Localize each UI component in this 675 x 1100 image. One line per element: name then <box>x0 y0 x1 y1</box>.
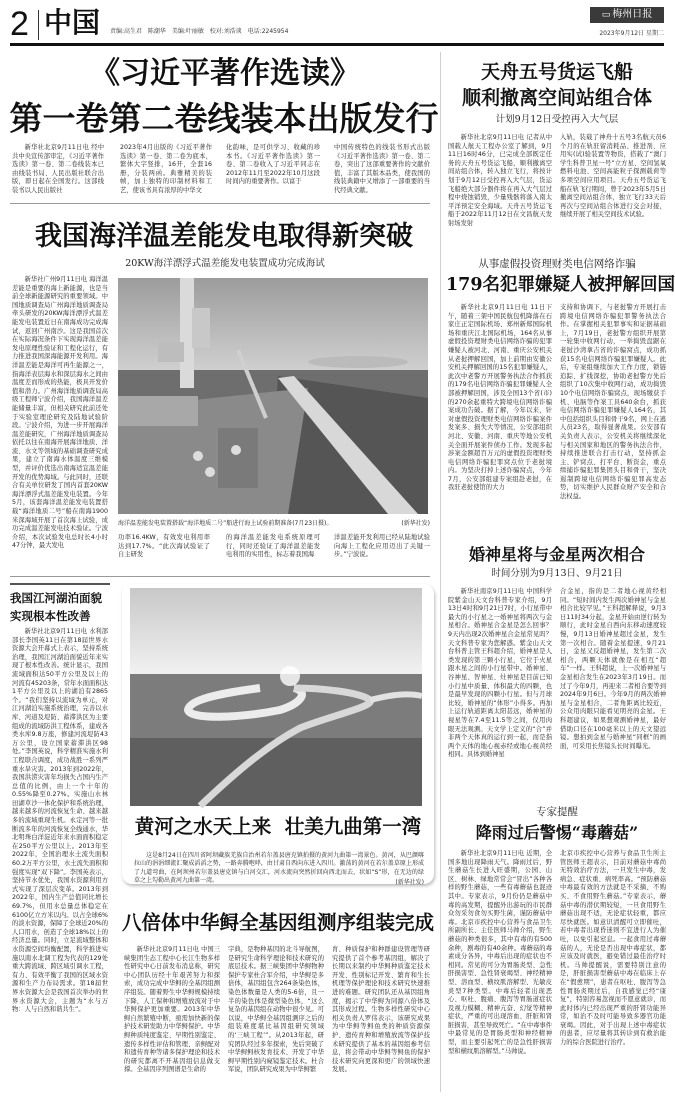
article8-column-2 <box>560 588 666 784</box>
article4-column-2 <box>560 304 666 538</box>
article8-paragraph: 合金星，指的是二者地心视黄经相同。“短时间内发生两次婚神星与金星相合比较罕见。”王科超解释说，9月3日11时34分起，金星开始由逆行转为顺行，此时金星自西向东移动速度较慢，9月13日婚神星超过金星，发生第一次相合。随着金星提速，9月21日，金星又反超婚神星，发生第二次相合，两颗天体就像是在相互“超车”一样。王科超说，上一次婚神星与金星相合发生在2023年3月19日。而过了今年9月，再迎来二者相合要等到2024年9月6日。今年9月的两次婚神星与金星相合，二者角距离比较近，公众用肉眼只能看见明亮的金星。王科超建议，如果想观测婚神星，最好借助口径在100毫米以上的天文望远镜。想拍到金星与婚神星“同框”的画面，可采用长焦镜头长时间曝光。 <box>560 588 666 750</box>
article3-divider <box>10 576 430 577</box>
article6-caption-text: 这是8月24日在四川省阿坝藏族羌族自治州若尔盖县唐克镇拍摄的黄河九曲第一湾景色。黄河，从巴颜喀拉山的涓涓细流汇聚成滔滔之势，一路奔腾咆哮，由甘肃自西向东进入四川。激荡的黄河在若尔盖草原上形成了九道弯曲，在阿坝州若尔盖县唐克镇与白河交汇，河水流向突然折回向西北而去，状如“S”形，在无边的绿草之上勾勒出黄河九曲第一湾。 <box>134 852 424 885</box>
article9-kicker: 专家提醒 <box>536 806 578 818</box>
article1-column-2 <box>120 144 212 196</box>
article1-title-line2: 第一卷第二卷线装本出版发行 <box>9 99 439 138</box>
article7-title: 八倍体中华鲟全基因组测序组装完成 <box>122 911 435 934</box>
article7-paragraph: 育、种质保护和种群建设管理等研究提供了首个参考基因组，解决了长期以来制约中华鲟种质鉴定技术开发、性别标记开发、繁育和生长机理等保护理论和技术研究快速推进的难题。研究团队还从基因组角度，揭示了中华鲟为同源八倍体及其形成过程。生物多样性研究中心相关负责人罗伟表示，该研究成果为中华鲟等鲟鱼类的种质资源保护、遗传育种和增殖放流等保护技术研究提供了基本的基因组参考信息，将会带动中华鲟等鲟鱼的保护技术研究向更深和更广的领域快速发展。 <box>332 946 430 1074</box>
logo-text: 梅州日报 <box>612 9 653 20</box>
ship-deck-illustration <box>118 278 428 514</box>
article4-title: 179名犯罪嫌疑人被押解回国 <box>446 275 675 295</box>
article7-paragraph: 新华社北京9月11日电 中国三峡集团生态工程中心长江生物多样性研究中心日前发布消息称，研究中心团队历经十年艰苦努力和探索，成功完成中华鲟的全基因组测序组装。随着野生中华鲟规模持续下降，人工保种和增殖放流对于中华鲟保护更加重要。2013年中华鲟自然繁殖中断，亟需加快新的保护技术研发助力中华鲟保护。中华鲟种质纯度鉴定、早期性别鉴定、遗传多样性评估和管理、亲鲟配对和遗传育种等诸多保护理论和技术的研究都离不开基因组信息做支撑。全基因序列图谱是生命的 <box>124 946 220 1074</box>
article5-paragraph: 新华社北京9月11日电 水利部部长李国英11日在第18届世界水资源大会开幕式上表示，坚持系统治理，我国江河湖泊面貌近年来实现了根本性改善。统计显示，我国流域面积达50平方公里及以上的河流有45203条，常年水面面积达1平方公里及以上的湖泊有2865个。“我们坚持以流域为单元，对江河湖泊实施系统治理，完善以水库、河道及堤防、蓄滞洪区为主要组成的流域防洪工程体系，建成各类水库9.8万座，修建河流堤防43万公里，设立国家蓄滞洪区98处。”李国英说，科学精准实施水利工程联合调度，成功战胜一系列严重水旱灾害。2013年到2022年，我国洪涝灾害年均损失占国内生产总值的比例，由上一个十年的0.55%降至0.27%。实施山水林田湖草沙一体化保护和系统治理，越来越多的河流恢复生命、越来越多的流域重现生机。永定河等一批断流多年的河流恢复全线通水，华北明珠白洋淀近年来水面面积稳定在250平方公里以上。2013年至2022年，全国治理水土流失面积60.2万平方公里，水土流失面积和强度实现“双下降”。李国英表示，坚持节水优先，我国水资源利用方式实现了深层次变革。2013年到2022年，国内生产总值同比增长69.7%，但用水总量总体稳定在6100亿立方米以内。以占全球6%的淡水资源，保障了全球近20%的人口用水，创造了全球18%以上的经济总量。同时，立足流域整体和水资源空间均衡配置，科学推进实施以南水北调工程为代表的129处重大跨流域、跨区域引调水工程，有力、有效平衡了我国的区域水资源和生产力布局需求。第18届世界水资源大会是我国首次举办的世界水资源大会，主题为“水与万物：人与自然和谐共生”。 <box>12 628 108 1014</box>
article1-paragraph: 2023年4月出版的《习近平著作选读》第一卷、第二卷为底本，繁体大字竖排，16开，全套16册，分装两函。典雅精美的装帧，加上独特的印制材料和工艺，使该书具有浓厚的中华文 <box>120 144 212 194</box>
article2-title-line1: 天舟五号货运飞船 <box>480 61 633 83</box>
column-divider <box>440 52 441 1092</box>
masthead-rule <box>10 43 664 46</box>
article8-column-1 <box>448 588 552 784</box>
article3-paragraph: 洋温差能开发利用已经从陆地试验向海上工程化应用迈出了关键一步。”宁波说。 <box>334 534 430 559</box>
article8-paragraph: 新华社南京9月11日电 中国科学院紫金山天文台科普专家介绍，9月13日4时和9月21日7时，小行星带中最大的小行星之一婚神星将两次与金星相合。婚神星合金星是怎么回事？9天内出现2次婚神星合金星常见吗？天文科普专家为您解惑。紫金山天文台科普主管王科超介绍，婚神星是人类发现的第三颗小行星，它位于火星跟木星之间的小行星带中。婚神星、谷神星、智神星、灶神星是目前已知小行星中质量、体积最大的四颗，也是最早发现的四颗小行星。但与月球比较，婚神星的“体形”小得多。再加上运行轨道距离太阳甚远，婚神星的视星等在7.4至11.5等之间，仅用肉眼无法观测。天文学上定义的“合”并非两个天体真的运行到一起，而是指两个天体的地心视赤经或地心视黄经相同。具体到婚神星 <box>448 588 552 759</box>
article7-column-2 <box>228 946 324 1096</box>
article7-column-1 <box>124 946 220 1096</box>
article1-paragraph: 中国传统特色的线装书形式出版《习近平著作选读》第一卷、第二卷，突出了这部重要著作的文献价值，丰富了其版本品类，使我国的线装典籍中又增添了一部重要的当代经典文献。 <box>334 144 430 194</box>
article8-subtitle: 时间分别为9月13日、9月21日 <box>491 568 623 579</box>
article3-photo-credit: (新华社发) <box>401 520 430 527</box>
article1-column-1 <box>12 144 104 196</box>
article3-column-2 <box>118 534 210 568</box>
article3-lead-column <box>12 276 108 566</box>
article7-column-3 <box>332 946 430 1096</box>
article2-column-1 <box>448 134 552 227</box>
article2-paragraph: 新华社北京9月11日电 记者从中国载人航天工程办公室了解到，9月11日16时46分，已完成全部既定任务的天舟五号货运飞船，顺利撤离空间站组合体，转入独立飞行，将按计划于9月12日受控再入大气层，货运飞船绝大部分器件将在再入大气层过程中烧蚀销毁，少量残骸将落入南太平洋预定安全海域。天舟五号货运飞船于2022年11月12日在文昌航天发射场发射 <box>448 134 552 227</box>
article2-title-line2: 顺利撤离空间站组合体 <box>461 87 652 109</box>
article5-top-rule <box>10 583 110 585</box>
article7-paragraph: 字典，是物种基因的北斗导航图，是研究生命科学理论和技术研究的底层技术。据三峡集团中华鲟物种保护专家杜合军介绍，中华鲟是多倍体，基因组包含264条染色体，染色体数量是人类的5-6倍，且一半的染色体是微型染色体，“这么复杂的基因组在动物中很少见。可以说，中华鲟全基因组测序之后的组装难度堪比基因组研究领域的‘三峡工程’”。从2013年起，研究团队经过多年探索，先后突破了中华鲟鲟核发育技术、开发了中华鲟早期性别内窥镜鉴定技术。杜合军说，团队研究成果为中华鲟繁 <box>228 946 324 1074</box>
article3-subtitle: 20KW海洋漂浮式温差能发电装置成功完成海试 <box>125 258 325 269</box>
article3-photo-caption: 海洋温差能发电装置搭载“海洋地质二号”船进行海上试验前期准备(7月23日摄)。 <box>118 520 333 527</box>
article3-paragraph: 的海洋温差能发电系统原理可行，同时还验证了海洋温差能发电利用的实用性，标志着我国海 <box>226 534 320 559</box>
article4-kicker: 从事虚假投资理财类电信网络诈骗 <box>478 258 636 270</box>
article9-column-1 <box>448 850 552 1096</box>
article2-column-2 <box>560 134 666 220</box>
article6-title: 黄河之水天上来 壮美九曲第一湾 <box>134 815 422 838</box>
article6-credit: (新华社发) <box>395 879 424 886</box>
article3-column-3 <box>226 534 320 568</box>
section-title: 中国 <box>44 6 101 39</box>
article3-title: 我国海洋温差能发电取得新突破 <box>35 221 413 252</box>
article2-paragraph: 入轨，装载了神舟十五号3名航天员6个月的在轨驻留消耗品、推进剂、应用实(试)验装置等物资，搭载了“澳门学生科普卫星一号”立方星、空间氢氧燃料电池、空间高能粒子探测载荷等多项空间应用项目。天舟五号货运飞船在轨飞行期间，曾于2023年5月5日撤离空间站组合体，独立飞行33天后再次与空间站组合体进行交会对接，继续开展了相关空间技术试验。 <box>560 134 666 219</box>
article5-title-line2: 实现根本性改善 <box>10 609 91 623</box>
article1-column-4 <box>334 144 430 196</box>
article9-paragraph: 新华社北京9月11日电 近期，全国多地出现降雨天气。降雨过后，野生蘑菇生长进入旺盛期，公园、山区、树林、绿地常常会“冒出”各种各样的野生蘑菇，一些有毒蘑菇也混迹其中。专家表示，9月份仍是蘑菇中毒的高发期，提醒外出游玩的市民群众勿采勿食勿买野生菌，谨防蘑菇中毒。北京市疾控中心营养与食品卫生所副所长、主任医师马帅介绍，野生蘑菇的种类很多，其中有毒的有500余种，剧毒的有40余种。毒蘑菇的毒素成分各异，中毒后出现的症状也不相同。常见的可分为胃肠炎型、急性肝损害型、急性肾衰竭型、神经精神型、溶血型、横纹肌溶解型、光敏皮炎型7种类型。中毒后轻者出现恶心、呕吐、腹痛、腹泻等胃肠道症状及视力模糊、精神亢奋、幻觉等精神症状，严重的可出现溶血、肝脏和肾脏损害，甚至导致死亡。“在中毒事件中最常见的是胃肠炎型和神经精神型，而主要引起死亡的是急性肝损害型和横纹肌溶解型。”马帅说。 <box>448 850 553 1055</box>
river-bend-illustration <box>130 588 422 806</box>
article9-column-2 <box>560 850 666 1096</box>
article1-column-3 <box>226 144 320 196</box>
article3-paragraph: 功率16.4KW，有效发电利用率达到17.7%。“此次海试验证了自主研发 <box>118 534 210 559</box>
article8-title: 婚神星将与金星两次相合 <box>468 545 645 564</box>
yellow-river-photo <box>130 588 422 806</box>
article5-title-line1: 我国江河湖泊面貌 <box>10 591 102 605</box>
page-number: 2 <box>10 5 29 43</box>
article3-column-4 <box>334 534 430 568</box>
article1-paragraph: 新华社北京9月11日电 经中共中央宣传部审定，《习近平著作选读》第一卷、第二卷线装本已由线装书局、人民出版社联合出版，即日起在全国发行。这部线装书以人民出版社 <box>12 144 104 194</box>
article1-paragraph: 化韵味，是可供学习、收藏的珍本书。《习近平著作选读》第一卷、第二卷收入了习近平同志在2012年11月至2022年10月这段时间内的重要著作。以富于 <box>226 144 320 186</box>
article1-divider <box>10 203 430 204</box>
newspaper-logo <box>590 7 664 23</box>
article4-paragraph: 支持和协调下，与老挝警方开展打击跨境电信网络诈骗犯罪警务执法合作。在掌握相关犯罪事实和证据基础上，7月19日，老挝警方组织开展第一轮集中收网行动，一举捣毁盘踞在老挝沙湾拿吉省的诈骗窝点，成功抓获15名电信网络诈骗犯罪嫌疑人。此后，专案组继续加大工作力度，锁链追踪、扩线深挖，协助老挝警方先后组织了10次集中收网行动，成功捣毁10个电信网络诈骗窝点，现场缴获手机、电脑等作案工具640余台，抓获电信网络诈骗犯罪嫌疑人164名，其中包括组织头目和骨干9名、网上在逃人员23名，取得显著战果。公安部有关负责人表示，公安机关将继续深化与相关国家和地区的警务执法合作，持续推进联合打击行动，坚持抓金主、铲窝点、打平台、断资金，重点缉捕诈骗犯罪集团头目和骨干，坚决遏制跨境电信网络诈骗犯罪高发态势，切实维护人民群众财产安全和合法权益。 <box>560 304 666 501</box>
article4-paragraph: 新华社北京9月11日电 11日下午，随着三架中国民航包机降落在石家庄正定国际机场、郑州新郑国际机场和重庆江北国际机场，164名从事虚假投资理财类电信网络诈骗的犯罪嫌疑人被河北、河南、重庆公安机关从老挝押解回国，加上前期由安徽公安机关押解回国的15名犯罪嫌疑人，此次中老警方开展警务执法合作抓获的179名电信网络诈骗犯罪嫌疑人全部被押解回国，涉及全国13个省(市)的270余起重特大跨境电信网络诈骗案成功告破。据了解，今年以来，针对虚假投资理财类电信网络诈骗案件发案多、损失大等情况，公安部组织河北、安徽、河南、重庆等地公安机关全面开展案件侦办工作。发现多起涉案金额超百万元的虚假投资理财类电信网络诈骗犯罪窝点位于老挝境内。为坚决打掉上述诈骗窝点，今年7月，公安部组建专案组赴老挝，在我驻老挝使馆的大力 <box>448 304 552 492</box>
article2-subtitle: 计划9月12日受控再入大气层 <box>495 114 619 125</box>
article3-paragraph: 新华社广州9月11日电 海洋温差能是重要的海上新能源，也是当前全球新能源研究的重要领域。中国地质调查局广州海洋地质调查局牵头研发的20KW海洋漂浮式温差能发电装置近日在南海成功完成海试，返回广州南沙。这是我国首次在实际海况条件下实现海洋温差能发电原理性验证和工程化运行，有力推进我国深海能源开发利用。海洋温差能是海洋可再生能源之一，指海洋表层海水和深层海水之间由温度差而形成的热能，极具开发价值和潜力。广州海洋地质调查局高级工程师宁波介绍，我国海洋温差能储量丰富，但相关研究此前还处于实验室理论研究及陆地试验阶段。宁波介绍，为进一步开展海洋温差能研究，广州海洋地质调查局依托以往在南海开展海洋地质、洋流、水文等领域的基础调查研究成果，建立了南海水体温度三维模型，并评价优选出南海适宜温差能开发的优势海域。与此同时，还联合有关单位研发了国内首套20KW海洋漂浮式温差能发电装置。今年5月，该套海洋温差能发电装置搭载“海洋地质二号”船在南海1900米深海域开展了首次海上试验，成功完成温差能发电技术验证。宁波介绍，本次试验发电总时长4小时47分钟，最大发电 <box>12 276 108 550</box>
issue-date: 2023年9月12日 星期二 <box>599 30 664 37</box>
ocean-platform-photo <box>118 278 428 514</box>
article9-paragraph: 北京市疾控中心营养与食品卫生所主管医师王超表示，目前对蘑菇中毒尚无特效治疗方法，一旦发生中毒，发病急、症状重、病死率高。“预防蘑菇中毒最有效的方法就是不采摘、不购买、不食用野生蘑菇。”专家表示，蘑菇中毒的潜伏期较短，一旦食用野生蘑菇出现不适，无论症状轻重，都应尽快就医。如意识清醒可立即催吐，若中毒者出现昏迷则不宜进行人为催吐，以免引起窒息。一起食用过毒蘑菇的人，无论是否出现中毒症状，都应该及时就医，避免错过最佳治疗时机。马帅提醒说，需要特别注意的是，肝脏损害型蘑菇中毒在临床上存在“假愈期”，患者在呕吐、腹泻等急性胃肠炎期过后，自我感觉已经“康复”，特别容易忽视而不愿意就诊，而此时体内已经出现严重的肝肾功能异常，如治不及时可能导致多器官功能衰竭。因此，对于出现上述中毒症状的患者，应尽量将其转诊到有救治能力的综合医院进行治疗。 <box>560 850 666 1047</box>
article5-body <box>12 628 108 1094</box>
editor-credits: 责编:高生君 陈潮华 美编:叶丽敏 校对:刘浩谈 电话:2245954 <box>110 28 289 35</box>
article1-title-line1: 《习近平著作选读》 <box>90 56 360 91</box>
book-icon: ▭ <box>601 10 611 20</box>
masthead-divider <box>38 10 39 40</box>
article4-column-1 <box>448 304 552 538</box>
article9-title: 降雨过后警惕“毒蘑菇” <box>475 823 639 842</box>
